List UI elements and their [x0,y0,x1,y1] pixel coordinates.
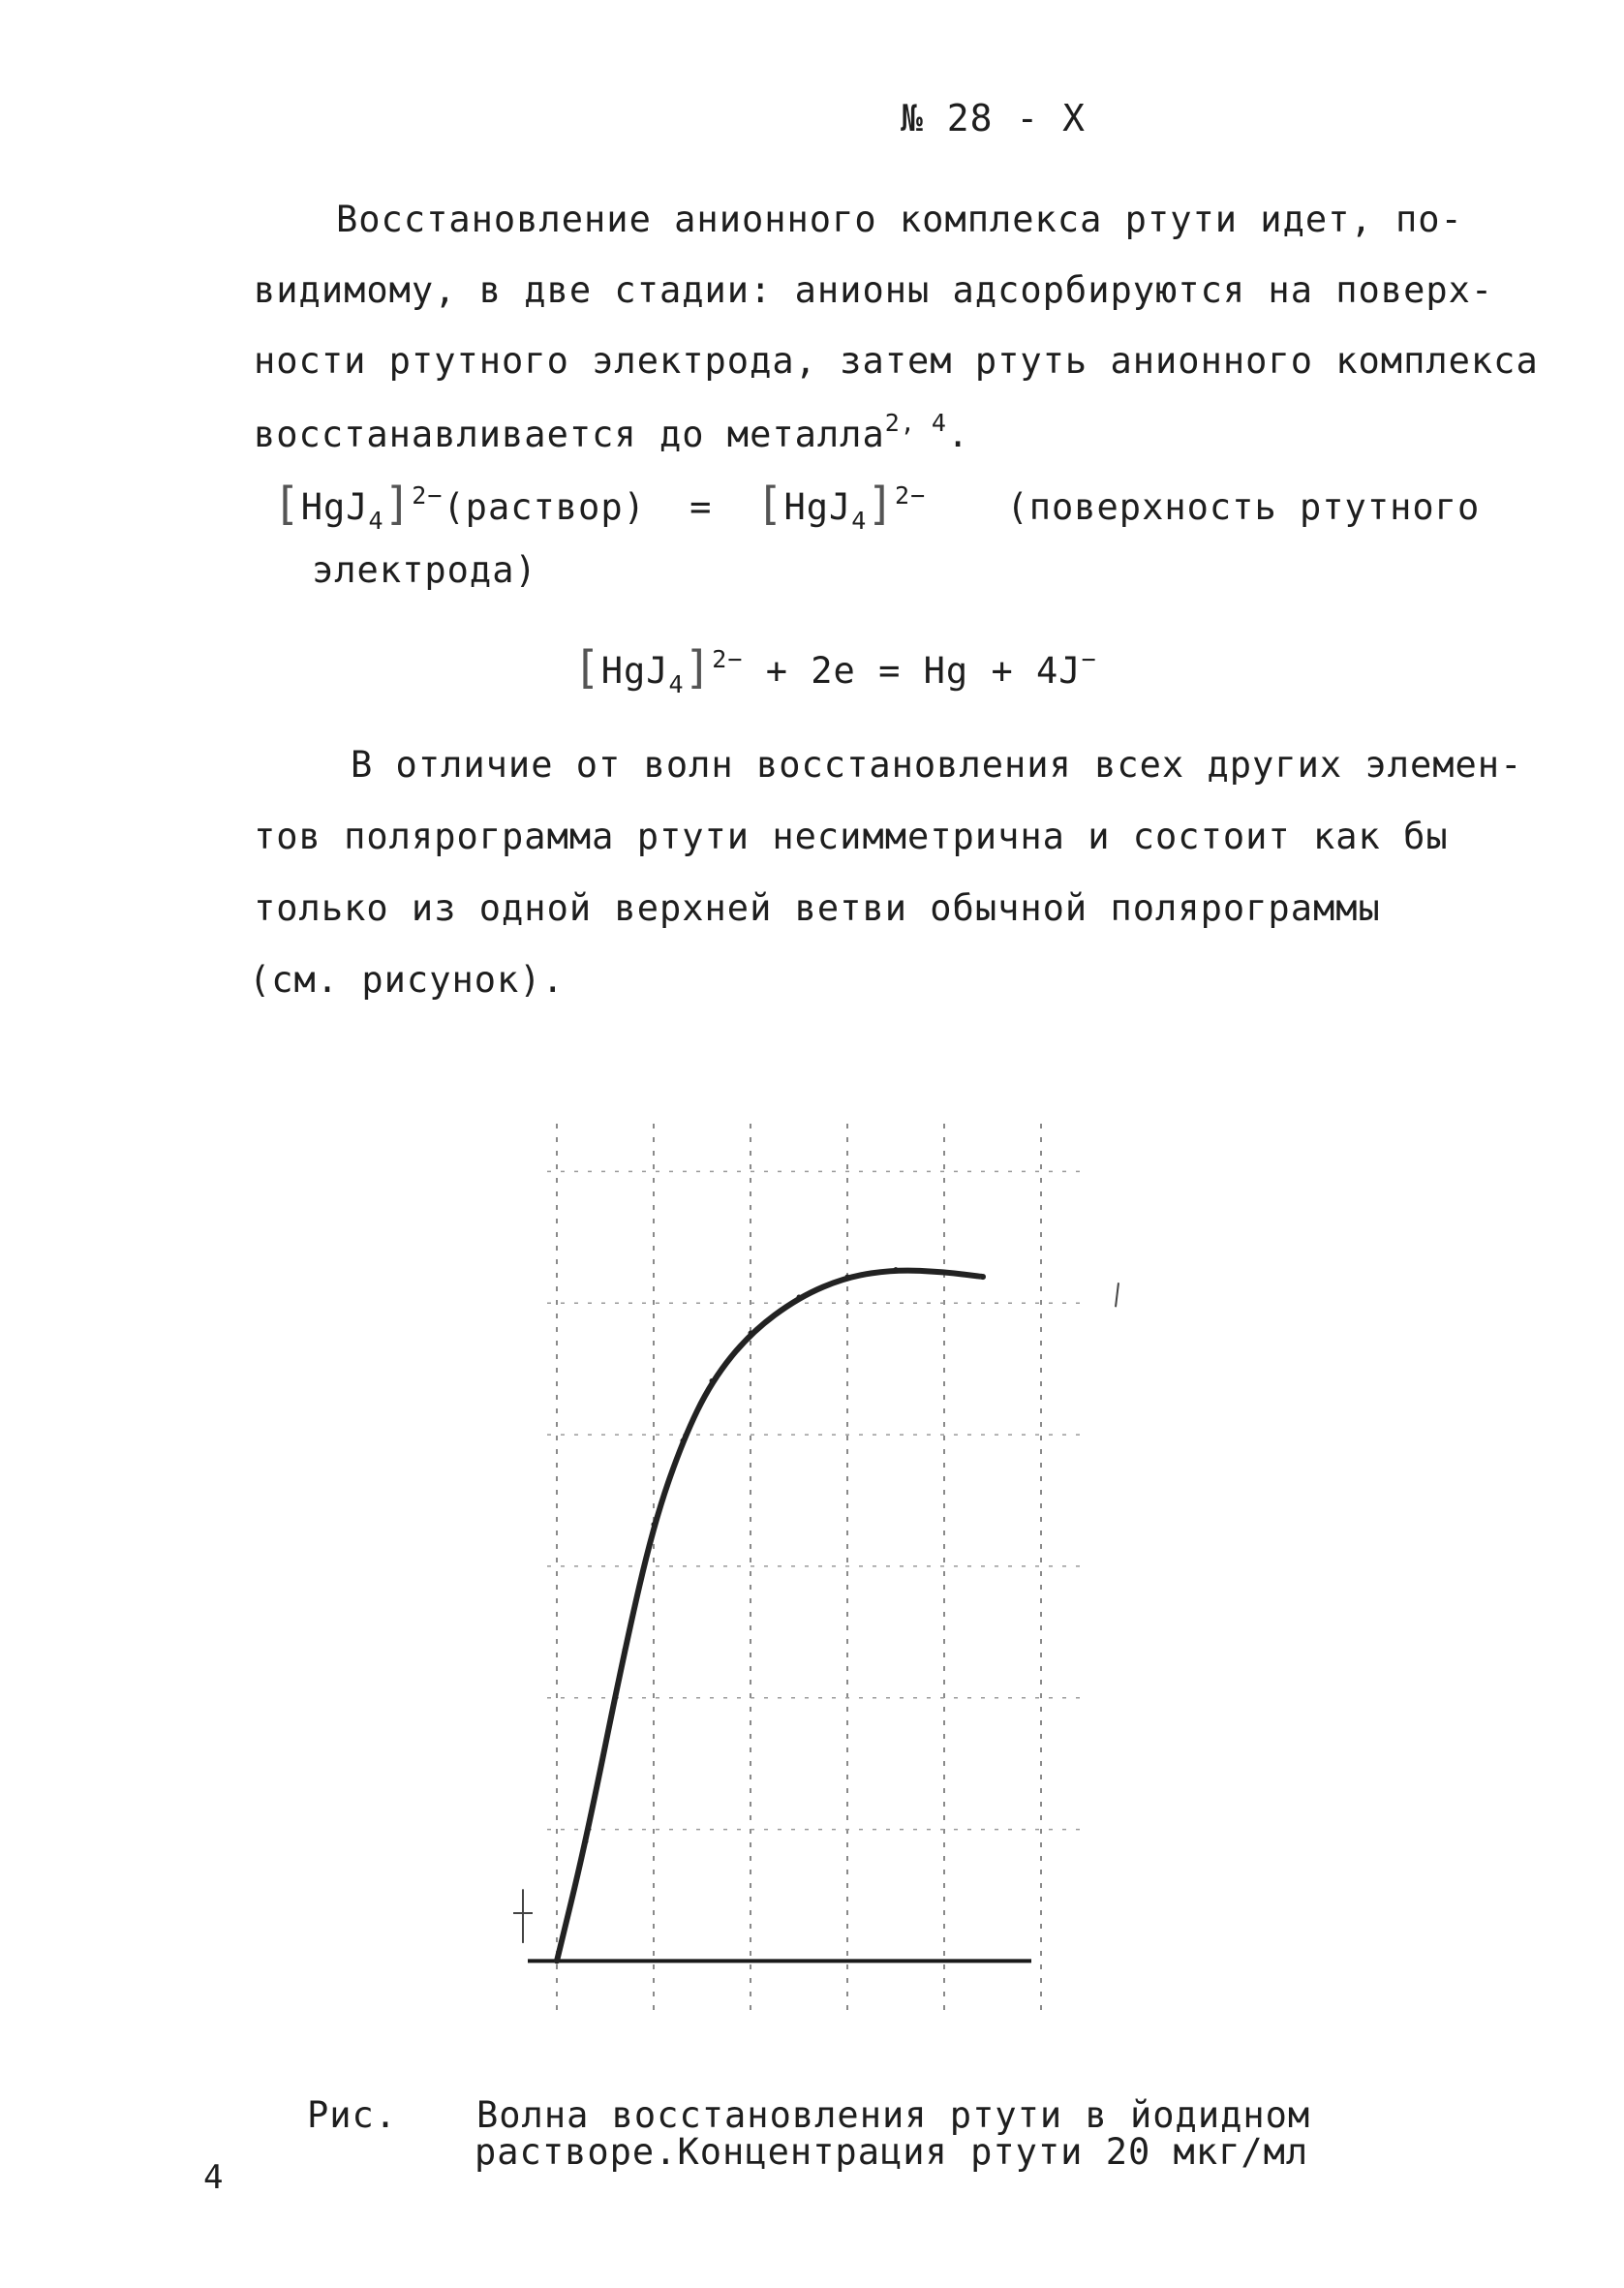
chart-ticks-group [513,1283,1118,1943]
paragraph2-line1: В отличие от волн восстановления всех других элемен- [351,744,1523,786]
page-number: 4 [203,2158,225,2197]
citation-superscript: 2, 4 [884,409,947,437]
paragraph1-line2: видимому, в две стадии: анионы адсорбируются на поверх- [254,269,1494,311]
data-point [623,1648,628,1653]
eq1-right-subscript: 4 [851,507,868,535]
left-bracket: [ [755,478,784,530]
right-bracket: ] [383,478,413,530]
stray-mark [1116,1283,1118,1307]
data-point [797,1295,802,1300]
left-bracket: [ [573,641,601,694]
eq2-rest: + 2e = Hg + 4J [765,650,1082,692]
chart-series-group [555,1267,986,1963]
eq1-left-charge: 2− [412,481,444,510]
right-bracket: ] [684,641,713,694]
eq1-left-species: HgJ [300,486,369,528]
paragraph2-line3: только из одной верхней ветви обычной полярограммы [254,887,1381,929]
data-point [681,1438,686,1443]
figure-caption-line1: Волна восстановления ртути в йодидном [476,2094,1311,2136]
eq2-species: HgJ [600,650,669,692]
eq2-subscript: 4 [668,670,685,698]
document-number: № 28 - Х [901,97,1087,139]
eq1-left-subscript: 4 [368,507,384,535]
data-point [555,1959,560,1963]
figure-caption-line2: растворе.Концентрация ртути 20 мкг/мл [475,2131,1309,2173]
data-point [749,1331,753,1336]
left-bracket: [ [273,478,301,530]
chart-grid [547,1124,1080,2015]
paragraph2-line2: тов полярограмма ртути несимметрична и состоит как бы [254,816,1449,857]
polarogram-curve-0 [557,1271,983,1962]
eq1-right-species: HgJ [783,486,852,528]
paragraph2-line4: (см. рисунок). [249,959,565,1001]
data-point [981,1275,986,1280]
right-bracket: ] [867,478,896,530]
figure-caption-label: Рис. [307,2094,398,2136]
eq2-charge: 2− [712,645,744,673]
eq1-right-phase: (поверхность ртутного [1006,486,1481,528]
data-point [942,1270,947,1275]
eq2-tail-charge: − [1081,645,1097,673]
paragraph1-end-mark: . [946,414,970,455]
data-point [652,1522,657,1527]
paragraph1-line4-text: восстанавливается до металла [254,414,885,455]
equation-adsorption-continuation: электрода) [312,549,537,591]
eq1-equals: = [689,486,713,528]
eq1-left-phase: (раствор) [443,486,646,528]
data-point [845,1275,850,1280]
paragraph1-line3: ности ртутного электрода, затем ртуть анионного комплекса [254,340,1539,382]
eq1-right-charge: 2− [895,481,927,510]
data-point [710,1378,715,1383]
data-point [584,1839,589,1843]
paragraph1-line1: Восстановление анионного комплекса ртути идет, по- [336,199,1463,240]
data-point [894,1267,899,1272]
